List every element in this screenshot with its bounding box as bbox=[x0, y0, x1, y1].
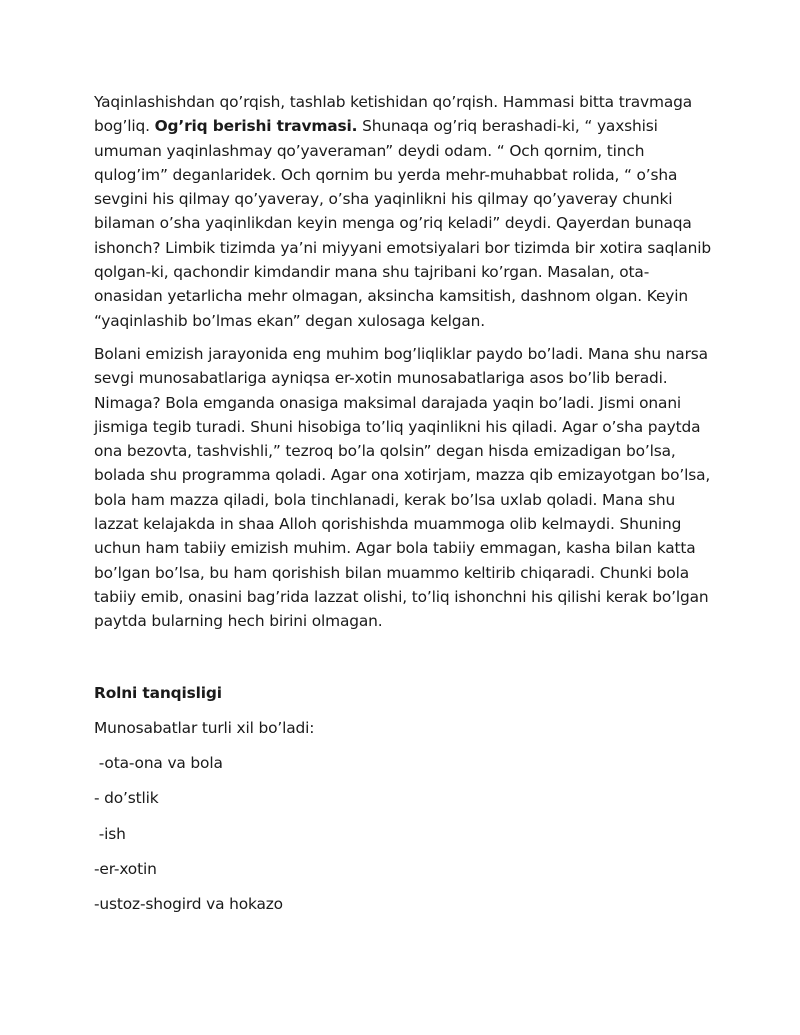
section-heading: Rolni tanqisligi bbox=[94, 683, 222, 702]
list-item: -ota-ona va bola bbox=[94, 754, 223, 773]
list-item: -er-xotin bbox=[94, 860, 157, 879]
list-item: -ish bbox=[94, 824, 126, 843]
bold-phrase-pain-trauma: Og’riq berishi travmasi. bbox=[154, 117, 358, 136]
paragraph-lead: Yaqinlashishdan qo’rqish, tashlab ketishidan qo’rqish. Hammasi bitta travmaga bog’liq. bbox=[94, 93, 693, 136]
section-gap bbox=[94, 643, 714, 681]
paragraph-rest: Shunaqa og’riq berashadi-ki, “ yaxshisi umuman yaqinlashmay qo’yaveraman” deydi odam. “ Och qornim, tinch qulog’im” deganlaridek. Och qornim bu yerda mehr-muhabbat rolida, “ o’sha sevgini his qilmay qo’yaveray, o’sha yaqinlikni his qilmay qo’yaveray chunki bilaman o’sha yaqinlikdan keyin menga og’riq keladi” deydi. Qayerdan bunaqa ishonch? Limbik tizimda ya’ni miyyani emotsiyalari bor tizimda bir xotira saqlanib qolgan-ki, qachondir kimdandir mana shu tajribani ko’rgan. Masalan, ota-onasidan yetarlicha mehr olmagan, aksincha kamsitish, dashnom olgan. Keyin “yaqinlashib bo’lmas ekan” degan xulosaga kelgan. bbox=[94, 117, 711, 330]
paragraph-breastfeeding: Bolani emizish jarayonida eng muhim bog’liqliklar paydo bo’ladi. Mana shu narsa sevgi munosabatlariga ayniqsa er-xotin munosabatlariga asos bo’lib beradi. Nimaga? Bola emganda onasiga maksimal darajada yaqin bo’ladi. Jismi onani jismiga tegib turadi. Shuni hisobiga to’liq yaqinlikni his qiladi. Agar o’sha paytda ona bezovta, tashvishli,” tezroq bo’la qolsin” degan hisda emizadigan bo’lsa, bolada shu programma qoladi. Agar ona xotirjam, mazza qib emizayotgan bo’lsa, bola ham mazza qiladi, bola tinchlanadi, kerak bo’lsa uxlab qoladi. Mana shu lazzat kelajakda in shaa Alloh qorishishda muammoga olib kelmaydi. Shuning uchun ham tabiiy emizish muhim. Agar bola tabiiy emmagan, kasha bilan katta bo’lgan bo’lsa, bu ham qorishish bilan muammo keltirib chiqaradi. Chunki bola tabiiy emib, onasini bag’rida lazzat olishi, to’liq ishonchni his qilishi kerak bo’lgan paytda bularning hech birini olmagan. bbox=[94, 344, 711, 631]
list-item: - do’stlik bbox=[94, 789, 159, 808]
list-item: -ustoz-shogird va hokazo bbox=[94, 895, 283, 914]
paragraph-fear-of-closeness bbox=[94, 90, 714, 333]
list-intro: Munosabatlar turli xil bo’ladi: bbox=[94, 718, 315, 737]
document-page bbox=[94, 90, 714, 928]
